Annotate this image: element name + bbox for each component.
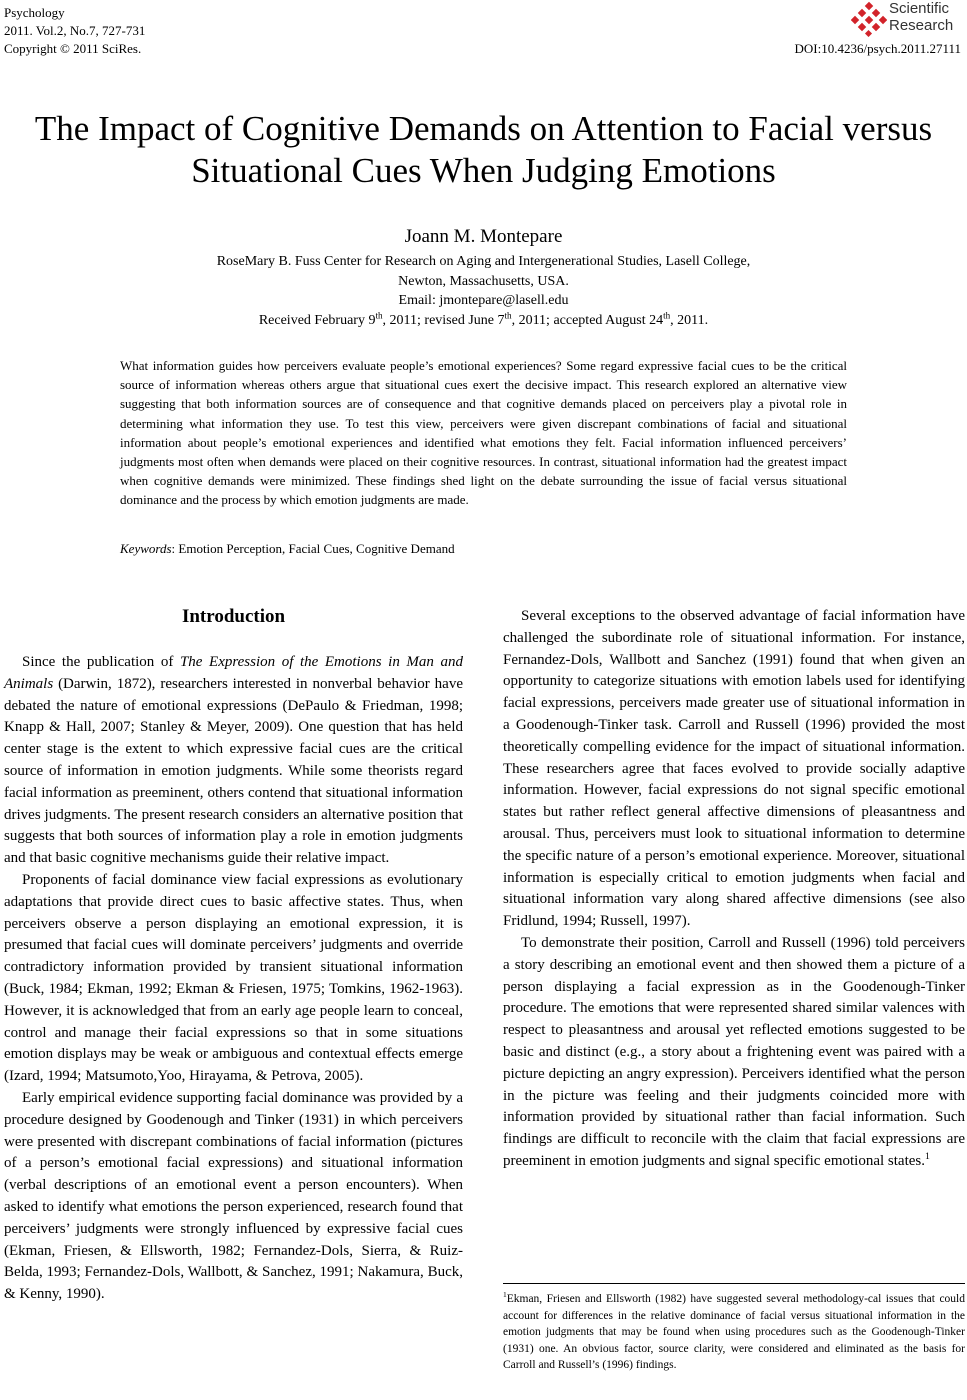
journal-copyright: Copyright © 2011 SciRes. [4, 41, 142, 56]
paragraph: Proponents of facial dominance view facial expressions as evolutionary adaptations that provide direct cues to basic affective states. Thus, when perceivers observe a person displaying an emotional expression, it is presumed that facial cues will dominate perceivers’ judgments and override contradictory information provided by transient situational information (Buck, 1984; Ekman, 1992; Ekman & Friesen, 1975; Tomkins, 1962-1963). However, it is acknowledged that from an early age people learn to conceal, control and manage their facial expressions so that in some situations emotion displays may be weak or ambiguous and contextual effects emerge (Izard, 1994; Matsumoto,Yoo, Hirayama, & Petrova, 2005). [4, 871, 463, 1085]
paragraph-text: Since the publication of [22, 654, 180, 670]
affiliation-block [0, 252, 967, 330]
title-line-2: Situational Cues When Judging Emotions [191, 151, 776, 190]
received-dates [0, 311, 967, 331]
revised-text: , 2011; revised June 7 [382, 312, 505, 328]
paper-title [0, 108, 967, 192]
section-heading-introduction: Introduction [181, 606, 286, 627]
footnote-text: Ekman, Friesen and Ellsworth (1982) have suggested several methodology-cal issues that could account for differences in the relative dominance of facial versus situational information in the emotion judgments that may be found when using procedures such as the Goodenough-Tinker (1931) one. An obvious factor, source clarity, were considered and eliminated as the basis for Carroll and Russell’s (1996) findings. [503, 1293, 965, 1371]
paragraph [4, 652, 463, 870]
footnote-marker: 1 [503, 1290, 507, 1300]
author-email: Email: jmontepare@lasell.edu [398, 293, 569, 308]
journal-name: Psychology [4, 5, 65, 20]
title-line-1: The Impact of Cognitive Demands on Attention to Facial versus [34, 109, 933, 148]
keywords-label: Keywords [120, 541, 172, 556]
journal-header [4, 4, 145, 58]
right-column [503, 606, 965, 1173]
footnote-divider [503, 1283, 965, 1284]
accepted-sup: th [663, 309, 671, 320]
paragraph: Early empirical evidence supporting facial dominance was provided by a procedure designed by Goodenough and Tinker (1931) in which perceivers were presented with discrepant combinations of facial information (pictures of a person’s emotional facial expressions) and situational information (verbal descriptions of an emotional event a person encounters). When asked to identify what emotions the person experienced, research found that perceivers’ judgments were strongly influenced by expressive facial cues (Ekman, Friesen, & Ellsworth, 1982; Fernandez-Dols, Sierra, & Ruiz-Belda, 1993; Fernandez-Dols, Wallbott, & Sanchez, 1991; Nakamura, Buck, & Kenny, 1990). [4, 1089, 463, 1303]
received-sup: th [375, 309, 383, 320]
abstract: What information guides how perceivers evaluate people’s emotional experiences? Some regard expressive facial cues to be the critical source of information whereas others argue that situational cues exert the decisive impact. This research explored an alternative view suggesting that both information sources are of consequence and that cognitive demands placed on perceivers play a pivotal role in determining what information they use. To test this view, perceivers were given discrepant combinations of facial and situational information about people’s emotional experiences and identified what emotions they felt. Facial information influenced perceivers’ judgments most often when demands were placed on their cognitive resources. In contrast, situational information had the greatest impact when cognitive demands were minimized. These findings shed light on the debate surrounding the issue of facial versus situational dominance and the process by which emotion judgments are made. [120, 358, 847, 508]
journal-volume: 2011. Vol.2, No.7, 727-731 [4, 23, 146, 38]
doi: DOI:10.4236/psych.2011.27111 [794, 41, 961, 56]
affiliation-line-2: Newton, Massachusetts, USA. [398, 273, 569, 289]
year-text: , 2011. [670, 312, 709, 328]
paragraph [503, 933, 965, 1173]
scientific-research-logo [851, 0, 961, 38]
paragraph-text: (Darwin, 1872), researchers interested in nonverbal behavior have debated the nature of emotional expressions (DePaulo & Friedman, 1998; Knapp & Hall, 2007; Stanley & Meyer, 2009). One question that has held center stage is the extent to which expressive facial cues are the critical source of information in emotion judgments. While some theorists regard facial information as preeminent, others contend that situational information drives judgments. The present research considers an alternative position that suggests that both sources of information play a role in emotion judgments and that basic cognitive mechanisms guide their relative impact. [4, 675, 463, 867]
paragraph: Several exceptions to the observed advantage of facial information have challenged the subordinate role of situational information. For instance, Fernandez-Dols, Wallbott and Sanchez (1991) found that when given an opportunity to categorize situations with emotion labels used for identifying facial expressions, perceivers made greater use of situational information in a Goodenough-Tinker task. Carroll and Russell (1996) provided the most theoretically compelling evidence for the impact of situational information. These researchers agree that faces evolved to provide socially adaptive information. However, facial expressions do not signal specific emotional states but rather reflect general affective dimensions of pleasantness and arousal. Thus, perceivers must look to situational information to determine the specific nature of a person’s emotional experience. Moreover, situational information is especially critical to emotion judgments when facial and situational information vary along shared affective dimensions (see also Fridlund, 1994; Russell, 1997). [503, 608, 965, 930]
keywords [120, 541, 455, 557]
revised-sup: th [504, 309, 512, 320]
author-name: Joann M. Montepare [404, 226, 563, 247]
accepted-text: , 2011; accepted August 24 [511, 312, 664, 328]
footnote [503, 1291, 965, 1374]
received-text: Received February 9 [258, 312, 376, 328]
book-title: The Expression of the Emotions in Man and Animals [4, 654, 463, 692]
logo-line-1: Scientific [889, 0, 950, 17]
affiliation-line-1: RoseMary B. Fuss Center for Research on Aging and Intergenerational Studies, Lasell College, [216, 254, 751, 269]
logo-line-2: Research [889, 17, 954, 34]
footnote-ref[interactable]: 1 [925, 1150, 930, 1162]
logo-diamond-icon [851, 1, 887, 37]
left-column [4, 652, 463, 1306]
paragraph-text: To demonstrate their position, Carroll and Russell (1996) told perceivers a story describing an emotional event and then showed them a picture of a person displaying a facial expression as in the Goodenough-Tinker procedure. The emotions that were represented shared similar valences with respect to pleasantness and arousal yet reflected emotions suggested to be basic and distinct (e.g., a story about a frightening event was paired with a picture depicting an angry expression). Perceivers identified what the person in the picture was feeling and their judgments coincided more with information provided by situational rather than facial information. Such findings are difficult to reconcile with the claim that facial expressions are preeminent in emotion judgments and signal specific emotional states. [503, 934, 965, 1169]
keywords-list: : Emotion Perception, Facial Cues, Cognitive Demand [171, 541, 455, 556]
